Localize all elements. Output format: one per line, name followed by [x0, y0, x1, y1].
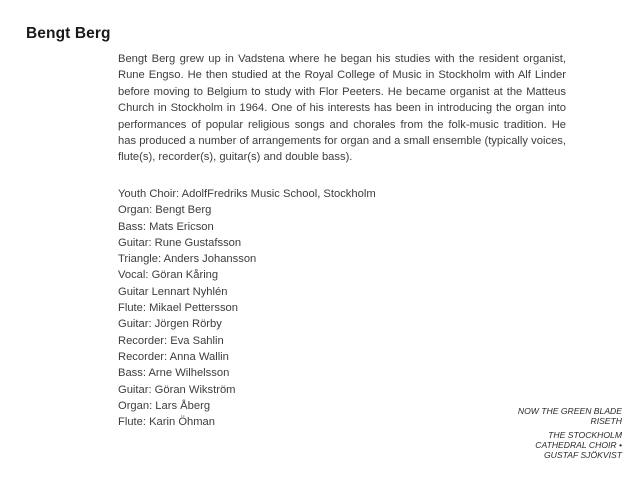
credits-list	[118, 186, 376, 430]
credit-item: Organ: Lars Åberg	[118, 399, 211, 412]
credit-item: Triangle: Anders Johansson	[118, 253, 257, 266]
credit-item: Organ: Bengt Berg	[118, 204, 212, 217]
page-title: Bengt Berg	[26, 25, 111, 42]
credit-item: Guitar: Göran Wikström	[118, 383, 236, 396]
credit-item: Recorder: Eva Sahlin	[118, 334, 224, 347]
album-sidebar	[502, 406, 622, 460]
credit-item: Flute: Karin Öhman	[118, 416, 216, 429]
credit-item: Bass: Mats Ericson	[118, 220, 214, 233]
credit-item: Flute: Mikael Pettersson	[118, 302, 239, 315]
credit-item: Recorder: Anna Wallin	[118, 350, 229, 363]
credit-item: Youth Choir: AdolfFredriks Music School, Stockholm	[118, 188, 376, 200]
album-title: NOW THE GREEN BLADE RISETH	[517, 406, 622, 426]
credit-item: Guitar Lennart Nyhlén	[118, 285, 228, 298]
album-artist: THE STOCKHOLM CATHEDRAL CHOIR • GUSTAF SJÖKVIST	[535, 430, 622, 460]
credit-item: Guitar: Rune Gustafsson	[118, 236, 242, 249]
credit-item: Vocal: Göran Kåring	[118, 269, 219, 282]
biography-text: Bengt Berg grew up in Vadstena where he began his studies with the resident organist, Rune Engso. He then studied at the Royal College of Music in Stockholm with Alf Linder before moving to Belgium to study with Flor Peeters. He became organist at the Matteus Church in Stockholm in 1964. One of his interests has been in introducing the organ into performances of popular religious songs and chorales from the folk-music tradition. He has produced a number of arrangements for organ and a small ensemble (typically voices, flute(s), recorder(s), guitar(s) and double bass).	[118, 53, 566, 164]
credit-item: Bass: Arne Wilhelsson	[118, 367, 230, 380]
credit-item: Guitar: Jörgen Rörby	[118, 318, 222, 331]
